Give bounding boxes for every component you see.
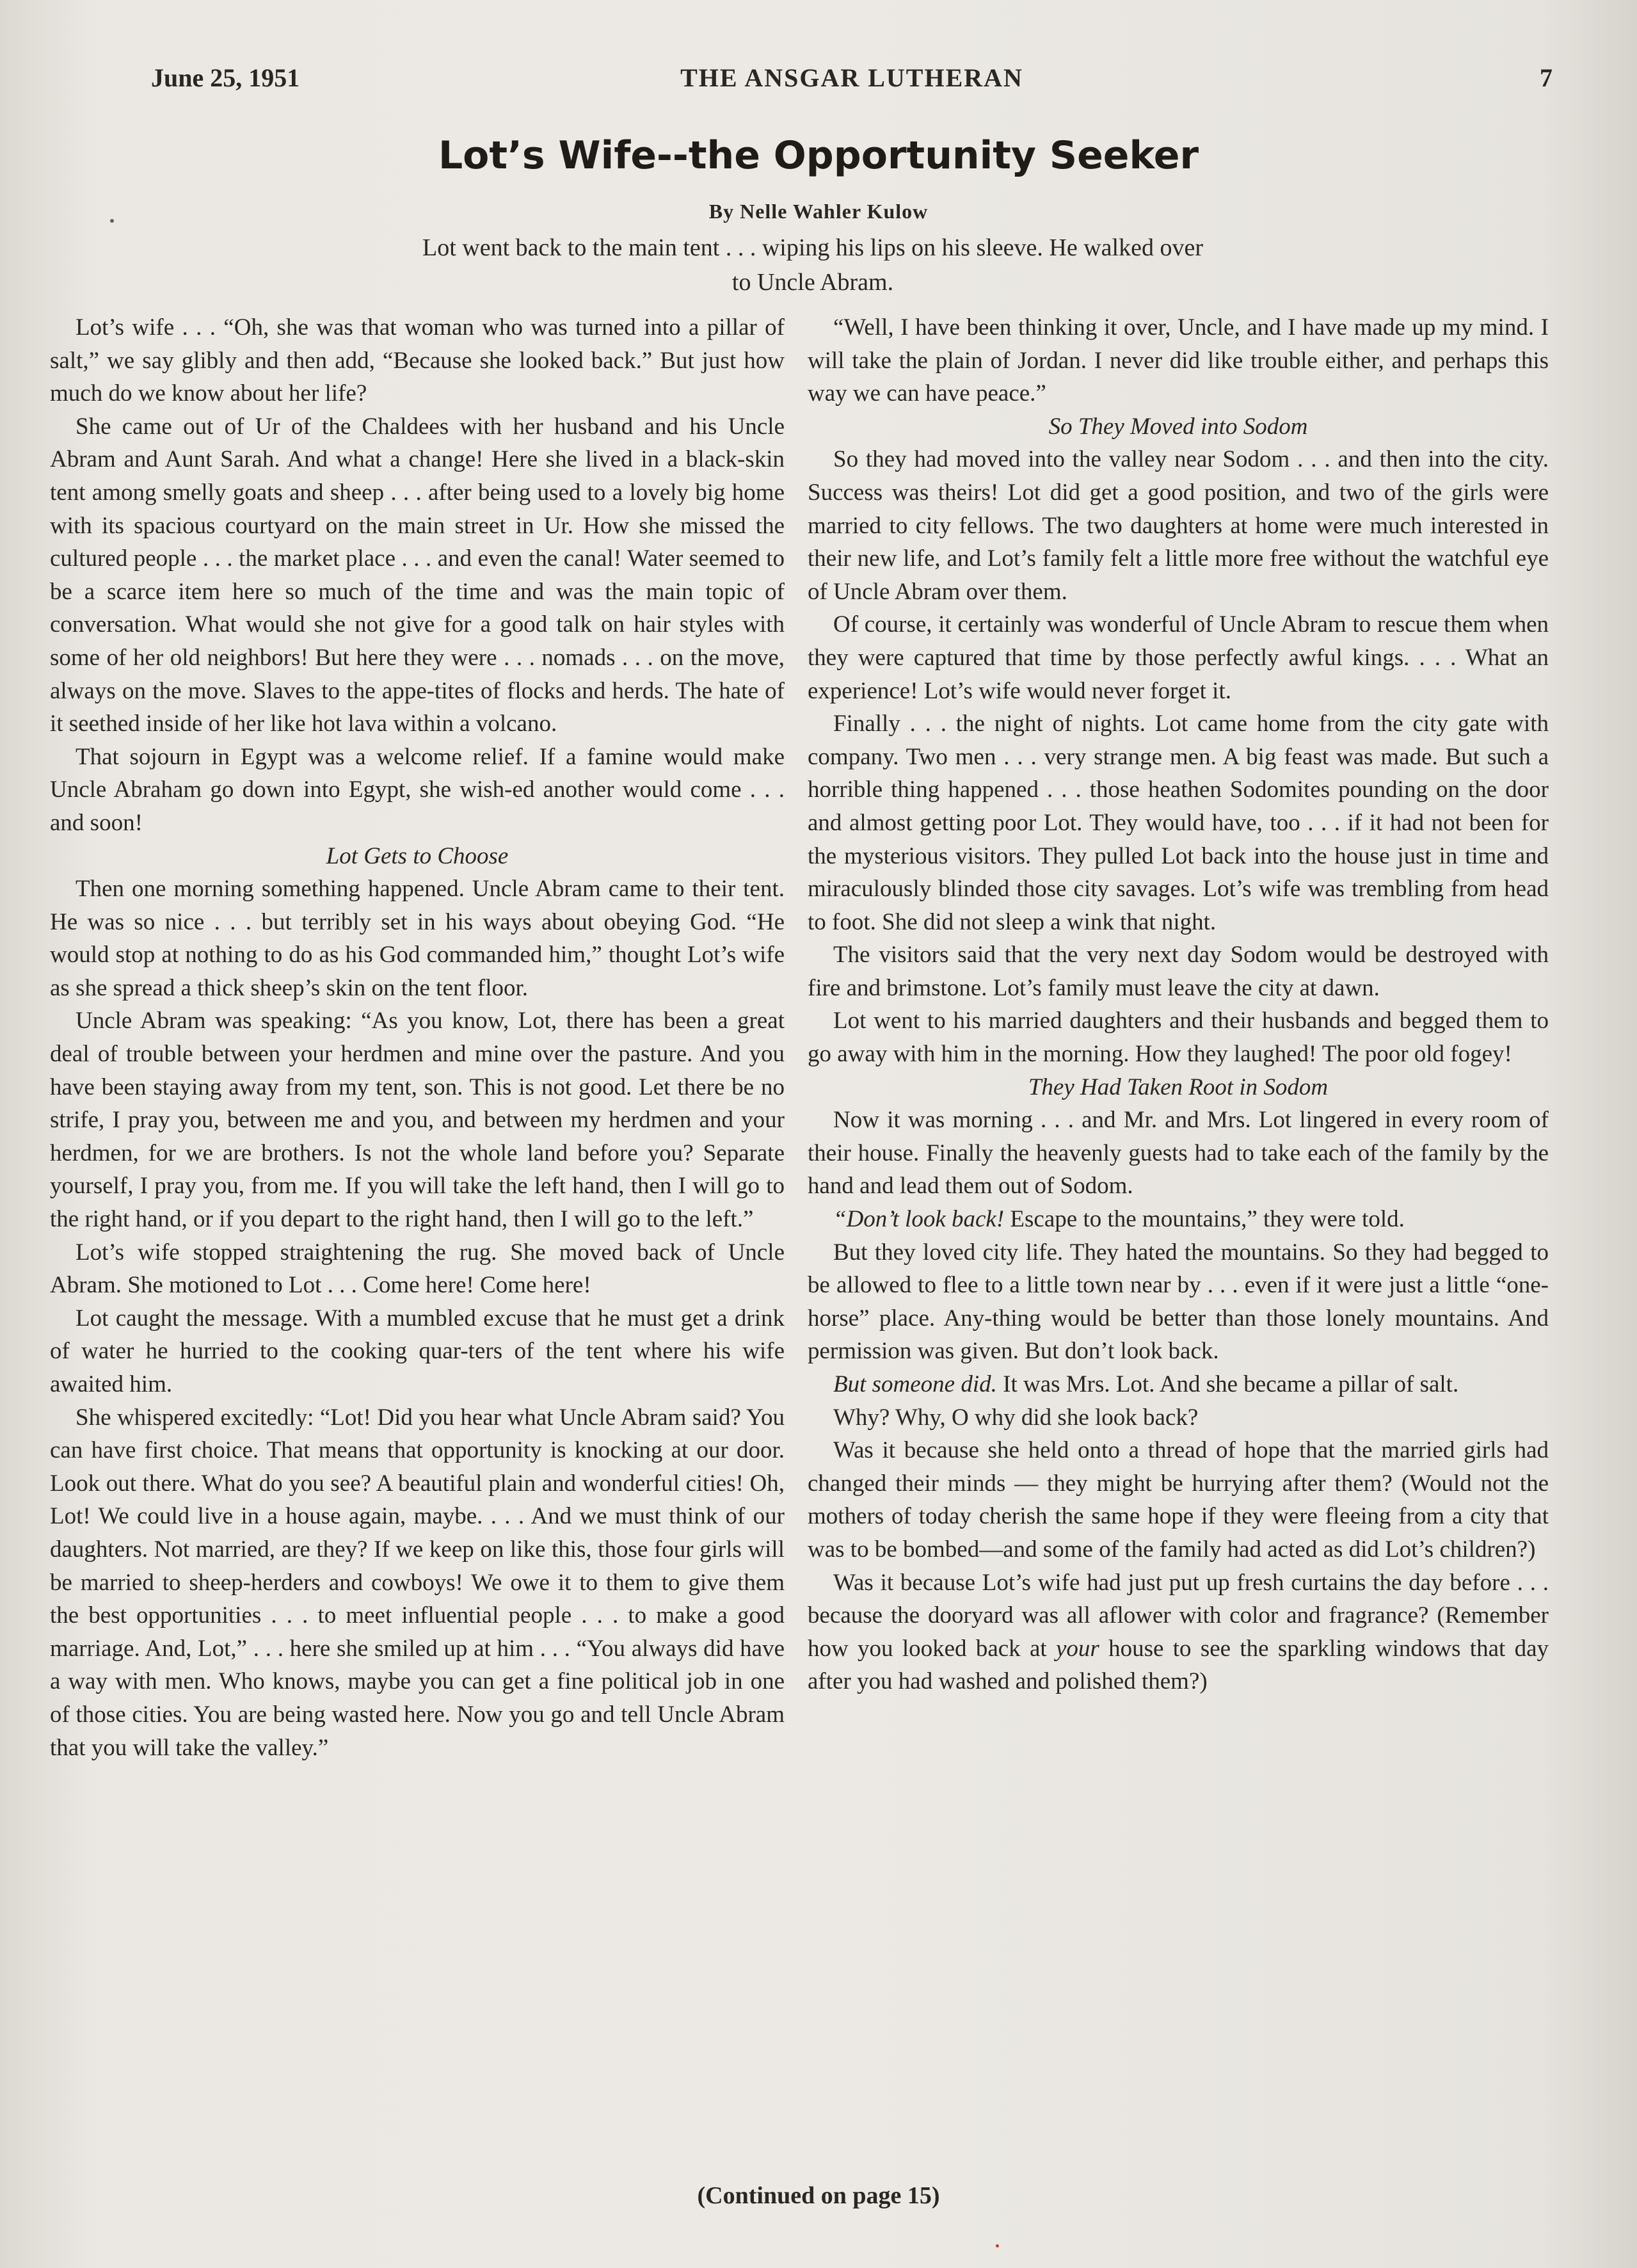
paragraph: Now it was morning . . . and Mr. and Mrs. Lot lingered in every room of their house. Finally the heavenly guests had to take each of the family by the hand and lead them out of Sodom. — [808, 1107, 1549, 1200]
paragraph — [808, 1203, 1549, 1236]
right-column — [808, 311, 1549, 1698]
paper-speck — [110, 219, 114, 223]
paragraph: Lot’s wife stopped straightening the rug. She moved back of Uncle Abram. She motioned to Lot . . . Come here! Come here! — [50, 1239, 785, 1299]
paragraph: Finally . . . the night of nights. Lot came home from the city gate with company. Two men . . . very strange men. A big feast was made. But such a horrible thing happened . . . those heathen Sodomites pounding on the door and almost getting poor Lot. They would have, too . . . if it had not been for the mysterious visitors. They pulled Lot back into the house just in time and miraculously blinded those city savages. Lot’s wife was trembling from head to foot. She did not sleep a wink that night. — [808, 711, 1549, 935]
paragraph: Was it because she held onto a thread of hope that the married girls had changed their minds — they might be hurrying after them? (Would not the mothers of today cherish the same hope if they were fleeing from a city that was to be bombed—and some of the family had acted as did Lot’s children?) — [808, 1437, 1549, 1563]
paragraph: “Well, I have been thinking it over, Uncle, and I have made up my mind. I will take the plain of Jordan. I never did like trouble either, and perhaps this way we can have peace.” — [808, 314, 1549, 407]
paper-speck — [996, 2244, 999, 2248]
paragraph-text: It was Mrs. Lot. And she became a pillar of salt. — [996, 1371, 1459, 1397]
paragraph-text: Was it because Lot’s wife had just put up fresh curtains the day before . . . because the dooryard was all aflower with color and fragrance? (Remember how you looked back at — [808, 1569, 1549, 1662]
paragraph: But they loved city life. They hated the mountains. So they had begged to be allowed to flee to a little town near by . . . even if it were just a little “one-horse” place. Any-thing would be better than those lonely mountains. And permission was given. But don’t look back. — [808, 1239, 1549, 1365]
paragraph: She whispered excitedly: “Lot! Did you hear what Uncle Abram said? You can have first choice. That means that opportunity is knocking at our door. Look out there. What do you see? A beautiful plain and wonderful cities! Oh, Lot! We could live in a house again, maybe. . . . And we must think of our daughters. Not married, are they? If we keep on like this, those four girls will be married to sheep-herders and cowboys! We owe it to them to give them the best opportunities . . . to meet influential people . . . to make a good marriage. And, Lot,” . . . here she smiled up at him . . . “You always did have a way with men. Who knows, maybe you can get a fine political job in one of those cities. You are being wasted here. Now you go and tell Uncle Abram that you will take the valley.” — [50, 1404, 785, 1761]
paragraph: That sojourn in Egypt was a welcome relief. If a famine would make Uncle Abraham go down into Egypt, she wish-ed another would come . . . and soon! — [50, 743, 785, 836]
italic-phrase: But someone did. — [833, 1371, 997, 1397]
paragraph: Lot caught the message. With a mumbled excuse that he must get a drink of water he hurried to the cooking quar-ters of the tent where his wife awaited him. — [50, 1305, 785, 1397]
paragraph: The visitors said that the very next day Sodom would be destroyed with fire and brimstone. Lot’s family must leave the city at dawn. — [808, 942, 1549, 1001]
paragraph: Of course, it certainly was wonderful of Uncle Abram to rescue them when they were captured that time by those perfectly awful kings. . . . What an experience! Lot’s wife would never forget it. — [808, 611, 1549, 704]
italic-phrase: your — [1055, 1635, 1099, 1662]
paragraph: Lot went to his married daughters and their husbands and begged them to go away with him in the morning. How they laughed! The poor old fogey! — [808, 1008, 1549, 1068]
article-byline: By Nelle Wahler Kulow — [708, 200, 929, 223]
section-subheading: So They Moved into Sodom — [1048, 413, 1308, 440]
paragraph-text: Escape to the mountains,” they were told. — [1004, 1206, 1405, 1233]
paragraph: Then one morning something happened. Uncle Abram came to their tent. He was so nice . . . but terribly set in his ways about obeying God. “He would stop at nothing to do as his God commanded him,” thought Lot’s wife as she spread a thick sheep’s skin on the tent floor. — [50, 876, 785, 1001]
paragraph-text: house to see the sparkling windows that day after you had washed and polished them?) — [808, 1635, 1549, 1695]
paragraph: Why? Why, O why did she look back? — [833, 1404, 1199, 1431]
article-title: Lot’s Wife--the Opportunity Seeker — [438, 133, 1199, 178]
paragraph: She came out of Ur of the Chaldees with her husband and his Uncle Abram and Aunt Sarah. And what a change! Here she lived in a black-skin tent among smelly goats and sheep . . . after being used to a lovely big home with its spacious courtyard on the main street in Ur. How she missed the cultured people . . . the market place . . . and even the canal! Water seemed to be a scarce item here so much of the time and was the main topic of conversation. What would she not give for a good talk on hair styles with some of her old neighbors! But here they were . . . nomads . . . on the move, always on the move. Slaves to the appe-tites of flocks and herds. The hate of it seethed inside of her like hot lava within a volcano. — [50, 413, 785, 737]
article-intro: Lot went back to the main tent . . . wiping his lips on his sleeve. He walked over to Uncle Abram. — [422, 234, 1203, 296]
paragraph: Uncle Abram was speaking: “As you know, Lot, there has been a great deal of trouble between your herdmen and mine over the pasture. And you have been staying away from my tent, son. This is not good. Let there be no strife, I pray you, between me and you, and between my herdmen and your herdmen, for we are brothers. Is not the whole land before you? Separate yourself, I pray you, from me. If you will take the left hand, then I will go to the right hand, or if you depart to the right hand, then I will go to the left.” — [50, 1008, 785, 1233]
italic-phrase: “Don’t look back! — [833, 1206, 1005, 1233]
section-subheading: They Had Taken Root in Sodom — [1028, 1074, 1329, 1100]
section-subheading: Lot Gets to Choose — [326, 842, 509, 869]
continued-note: (Continued on page 15) — [697, 2182, 940, 2209]
issue-date: June 25, 1951 — [151, 63, 300, 92]
paragraph — [808, 1368, 1549, 1401]
page-number: 7 — [1540, 63, 1553, 92]
publication-name: THE ANSGAR LUTHERAN — [680, 63, 1023, 92]
paragraph: So they had moved into the valley near Sodom . . . and then into the city. Success was theirs! Lot did get a good position, and two of the girls were married to city fellows. The two daughters at home were much interested in their new life, and Lot’s family felt a little more free without the watchful eye of Uncle Abram over them. — [808, 446, 1549, 605]
paragraph: Lot’s wife . . . “Oh, she was that woman who was turned into a pillar of salt,” we say glibly and then add, “Because she looked back.” But just how much do we know about her life? — [50, 314, 785, 407]
paragraph — [808, 1566, 1549, 1698]
left-column — [50, 311, 785, 1764]
page-header — [151, 63, 1553, 104]
